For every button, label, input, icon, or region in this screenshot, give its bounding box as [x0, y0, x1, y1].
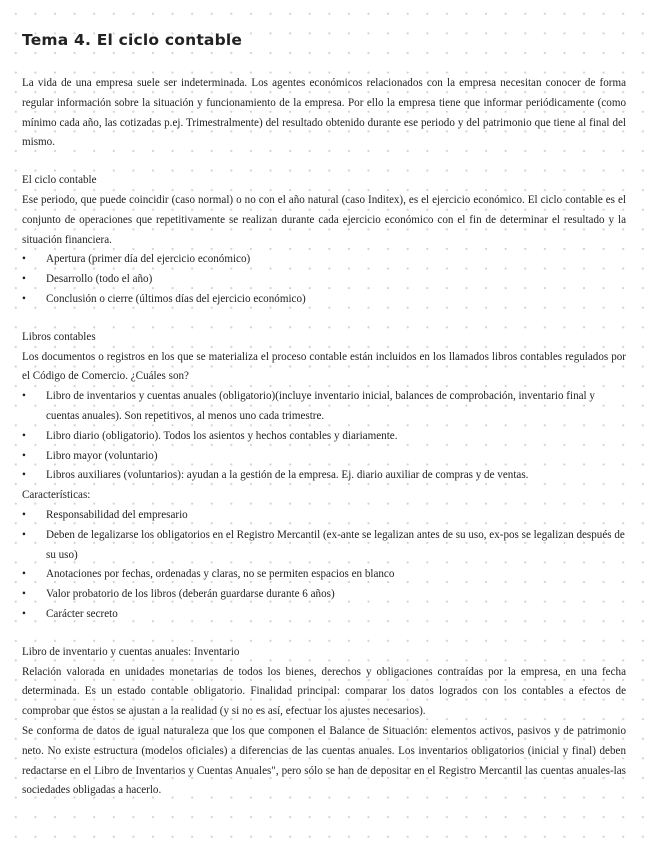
phases-list — [22, 250, 626, 309]
list-item: • Libro mayor (voluntario) — [22, 447, 626, 467]
books-list — [22, 387, 626, 486]
list-item: • Deben de legalizarse los obligatorios en el Registro Mercantil (ex-ante se legalizan antes de su uso, ex-pos se legalizan después de su uso) — [22, 526, 626, 566]
list-item: • Conclusión o cierre (últimos días del ejercicio económico) — [22, 290, 626, 310]
page-title: Tema 4. El ciclo contable — [22, 31, 243, 49]
bullet-icon: • — [22, 273, 26, 286]
list-item: • Libro diario (obligatorio). Todos los asientos y hechos contables y diariamente. — [22, 427, 626, 447]
spacer — [22, 625, 626, 643]
spacer — [22, 310, 626, 328]
bullet-icon: • — [22, 588, 26, 601]
document-page — [22, 28, 626, 801]
list-item: • Libros auxiliares (voluntarios): ayudan a la gestión de la empresa. Ej. diario auxiliar de compras y de ventas. — [22, 466, 626, 486]
bullet-icon: • — [22, 390, 26, 403]
characteristics-list — [22, 506, 626, 625]
bullet-icon: • — [22, 429, 26, 442]
list-item: • Desarrollo (todo el año) — [22, 270, 626, 290]
section-body-inventario-1: Relación valorada en unidades monetarias de todos los bienes, derechos y obligaciones contraídas por la empresa, en una fecha determinada. Es un estado contable obligatorio. Finalidad principal: comparar los datos logrados con los contables a efectos de comprobar que éstos se ajustan a la realidad (y si no es así, efectuar los ajustes necesarios). — [22, 665, 626, 718]
spacer — [22, 153, 626, 171]
list-item: • Valor probatorio de los libros (deberán guardarse durante 6 años) — [22, 585, 626, 605]
bullet-icon: • — [22, 253, 26, 266]
section-heading-ciclo: El ciclo contable — [22, 174, 97, 187]
list-item: • Libro de inventarios y cuentas anuales (obligatorio)(incluye inventario inicial, balances de comprobación, inventario final y cuentas anuales). Son repetitivos, al menos uno cada trimestre. — [22, 387, 626, 427]
section-heading-inventario: Libro de inventario y cuentas anuales: Inventario — [22, 645, 240, 658]
list-item: • Anotaciones por fechas, ordenadas y claras, no se permiten espacios en blanco — [22, 565, 626, 585]
characteristics-label: Características: — [22, 489, 91, 502]
list-item: • Responsabilidad del empresario — [22, 506, 626, 526]
bullet-icon: • — [22, 292, 26, 305]
section-body-ciclo: Ese periodo, que puede coincidir (caso normal) o no con el año natural (caso Inditex), es el ejercicio económico. El ciclo contable es el conjunto de operaciones que repetitivamente se realizan durante cada ejercicio económico con el fin de determinar el resultado y la situación financiera. — [22, 193, 626, 246]
section-body-libros: Los documentos o registros en los que se materializa el proceso contable están incluidos en los llamados libros contables regulados por el Código de Comercio. ¿Cuáles son? — [22, 350, 626, 383]
list-item: • Apertura (primer día del ejercicio económico) — [22, 250, 626, 270]
bullet-icon: • — [22, 528, 26, 541]
bullet-icon: • — [22, 449, 26, 462]
bullet-icon: • — [22, 469, 26, 482]
section-body-inventario-2: Se conforma de datos de igual naturaleza que los que componen el Balance de Situación: elementos activos, pasivos y de patrimonio neto. No existe estructura (modelos oficiales) a diferencias de las cuentas anuales. Los inventarios obligatorios (inicial y final) deben redactarse en el Libro de Inventarios y Cuentas Anuales", pero sólo se han de depositar en el Registro Mercantil las cuentas anuales-las sociedades obligadas a hacerlo. — [22, 724, 626, 797]
intro-paragraph: La vida de una empresa suele ser indeterminada. Los agentes económicos relacionados con la empresa necesitan conocer de forma regular información sobre la situación y funcionamiento de la empresa. Por ello la empresa tiene que informar periódicamente (como mínimo cada año, las cotizadas p.ej. Trimestralmente) del resultado obtenido durante ese periodo y del patrimonio que tiene al final del mismo. — [22, 77, 626, 149]
bullet-icon: • — [22, 607, 26, 620]
bullet-icon: • — [22, 568, 26, 581]
section-heading-libros: Libros contables — [22, 330, 96, 343]
list-item: • Carácter secreto — [22, 605, 626, 625]
bullet-icon: • — [22, 508, 26, 521]
